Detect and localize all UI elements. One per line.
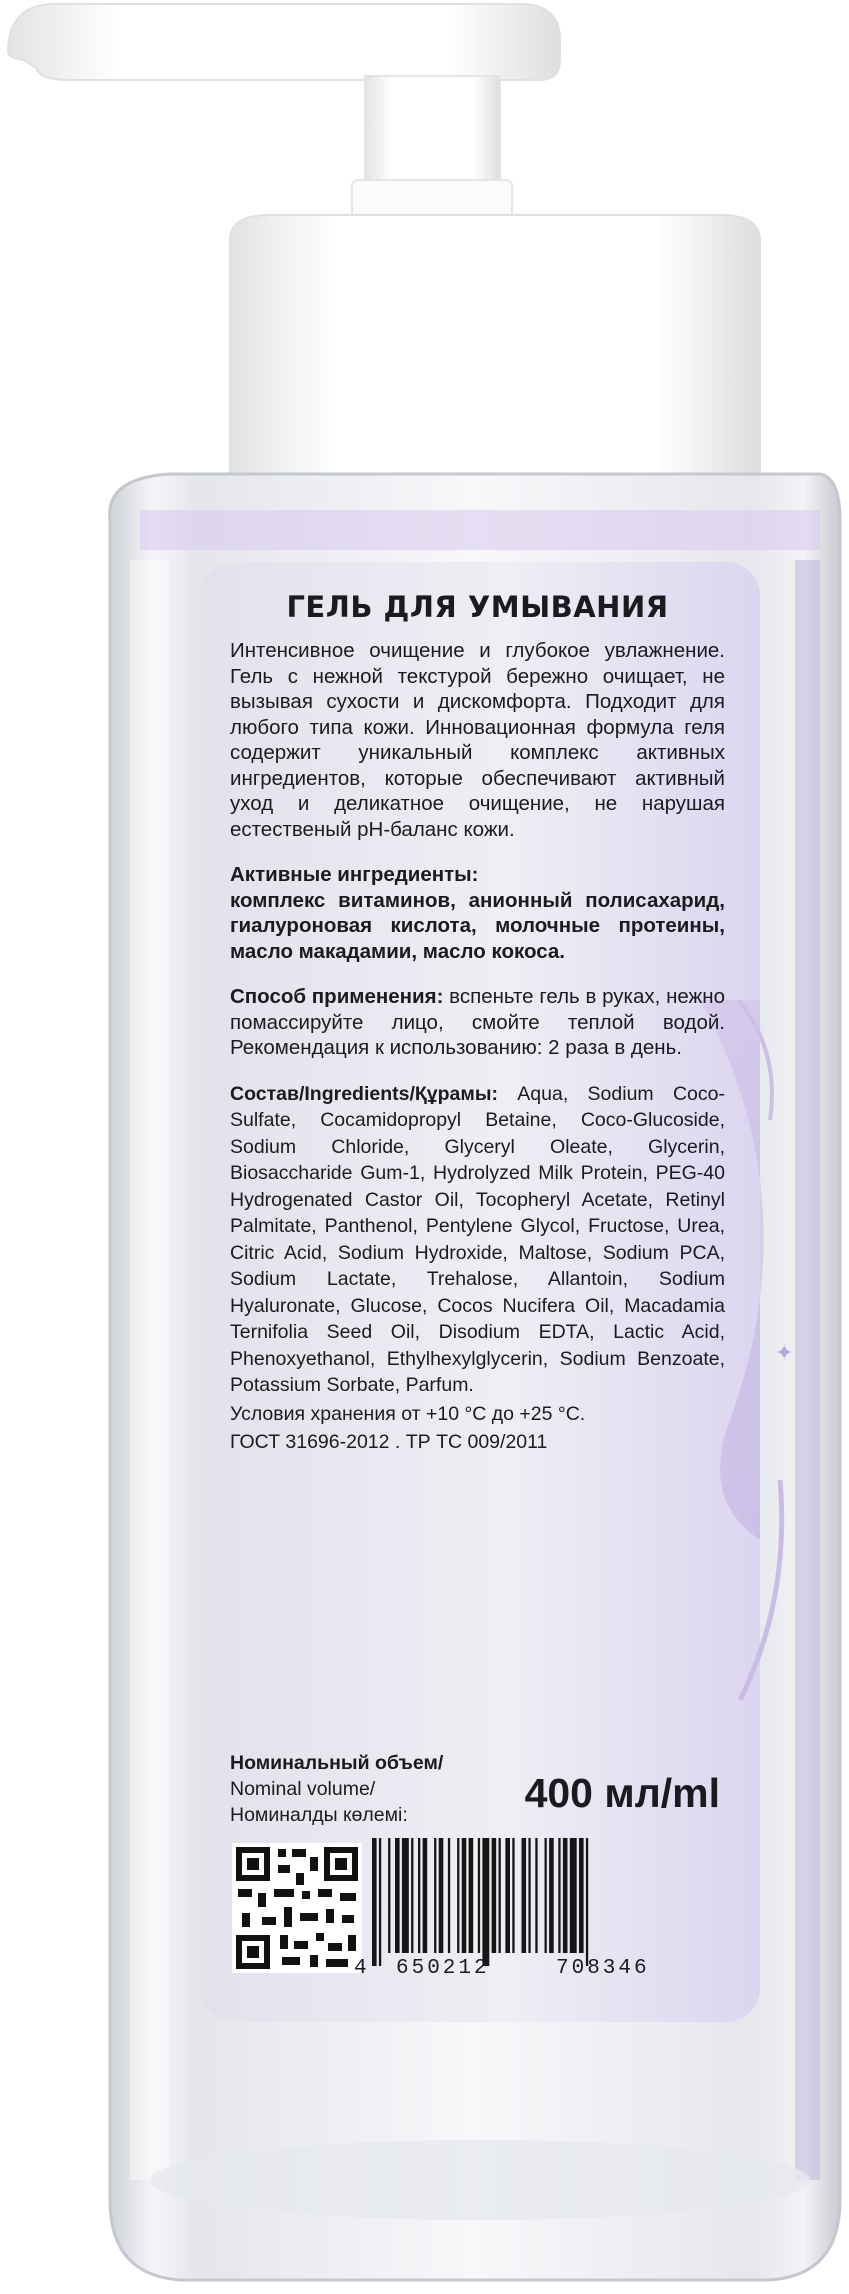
usage-text: вспеньте гель в руках, нежно помассируйте лицо, смойте теплой водой. Рекомендация к использованию: 2 раза в день. [230, 985, 725, 1059]
barcode-first-digit: 4 [354, 1957, 367, 1980]
standards-line: ГОСТ 31696-2012 . ТР ТС 009/2011 [230, 1430, 548, 1453]
product-title: ГЕЛЬ ДЛЯ УМЫВАНИЯ [286, 590, 669, 624]
nominal-volume [230, 1750, 720, 1828]
barcode-right-group: 708346 [556, 1957, 650, 1980]
pump-nozzle [8, 4, 560, 80]
barcode-left-group: 650212 [396, 1957, 490, 1980]
storage-conditions: Условия хранения от +10 °С до +25 °С. [230, 1402, 586, 1425]
pump-neck [352, 76, 512, 220]
label-text-block [230, 590, 725, 1455]
volume-label-ru: Номинальный объем/ [230, 1752, 444, 1774]
barcode-number [354, 1835, 720, 1985]
volume-label-en: Nominal volume/ [230, 1778, 376, 1800]
qr-code [232, 1843, 362, 1973]
active-ingredients-heading: Активные ингредиенты: [230, 863, 479, 886]
svg-text:✦: ✦ [775, 1341, 794, 1366]
active-ingredients [230, 862, 725, 964]
active-ingredients-text: комплекс витаминов, анионный полисахарид, гиалуроновая кислота, молочные протеины, масло макадамии, масло кокоса. [230, 888, 725, 963]
cap [230, 215, 760, 480]
usage-heading: Способ применения: [230, 985, 444, 1008]
volume-label-kz: Номиналды көлемі: [230, 1804, 408, 1826]
volume-value: 400 мл/ml [524, 1770, 720, 1816]
ingredients-list [230, 1081, 725, 1399]
usage-instructions [230, 984, 725, 1061]
ingredients-heading: Состав/Ingredients/Құрамы: [230, 1082, 498, 1105]
product-description: Интенсивное очищение и глубокое увлажнение. Гель с нежной текстурой бережно очищает, не вызывая сухости и дискомфорта. Подходит для любого типа кожи. Инновационная формула геля содержит уникальный комплекс активных ингредиентов, которые обеспечивают активный уход и деликатное очищение, не нарушая естественый pH-баланс кожи. [230, 639, 725, 841]
ingredients-text: Aqua, Sodium Coco-Sulfate, Cocamidopropyl Betaine, Coco-Glucoside, Sodium Chloride, Glyceryl Oleate, Glycerin, Biosaccharide Gum-1, Hydrolyzed Milk Protein, PEG-40 Hydrogenated Castor Oil, Tocopheryl Acetate, Retinyl Palmitate, Panthenol, Pentylene Glycol, Fructose, Urea, Citric Acid, Sodium Hydroxide, Maltose, Sodium PCA, Sodium Lactate, Trehalose, Allantoin, Sodium Hyaluronate, Glucose, Cocos Nucifera Oil, Macadamia Ternifolia Seed Oil, Disodium EDTA, Lactic Acid, Phenoxyethanol, Ethylhexylglycerin, Sodium Benzoate, Potassium Sorbate, Parfum. [230, 1082, 725, 1396]
